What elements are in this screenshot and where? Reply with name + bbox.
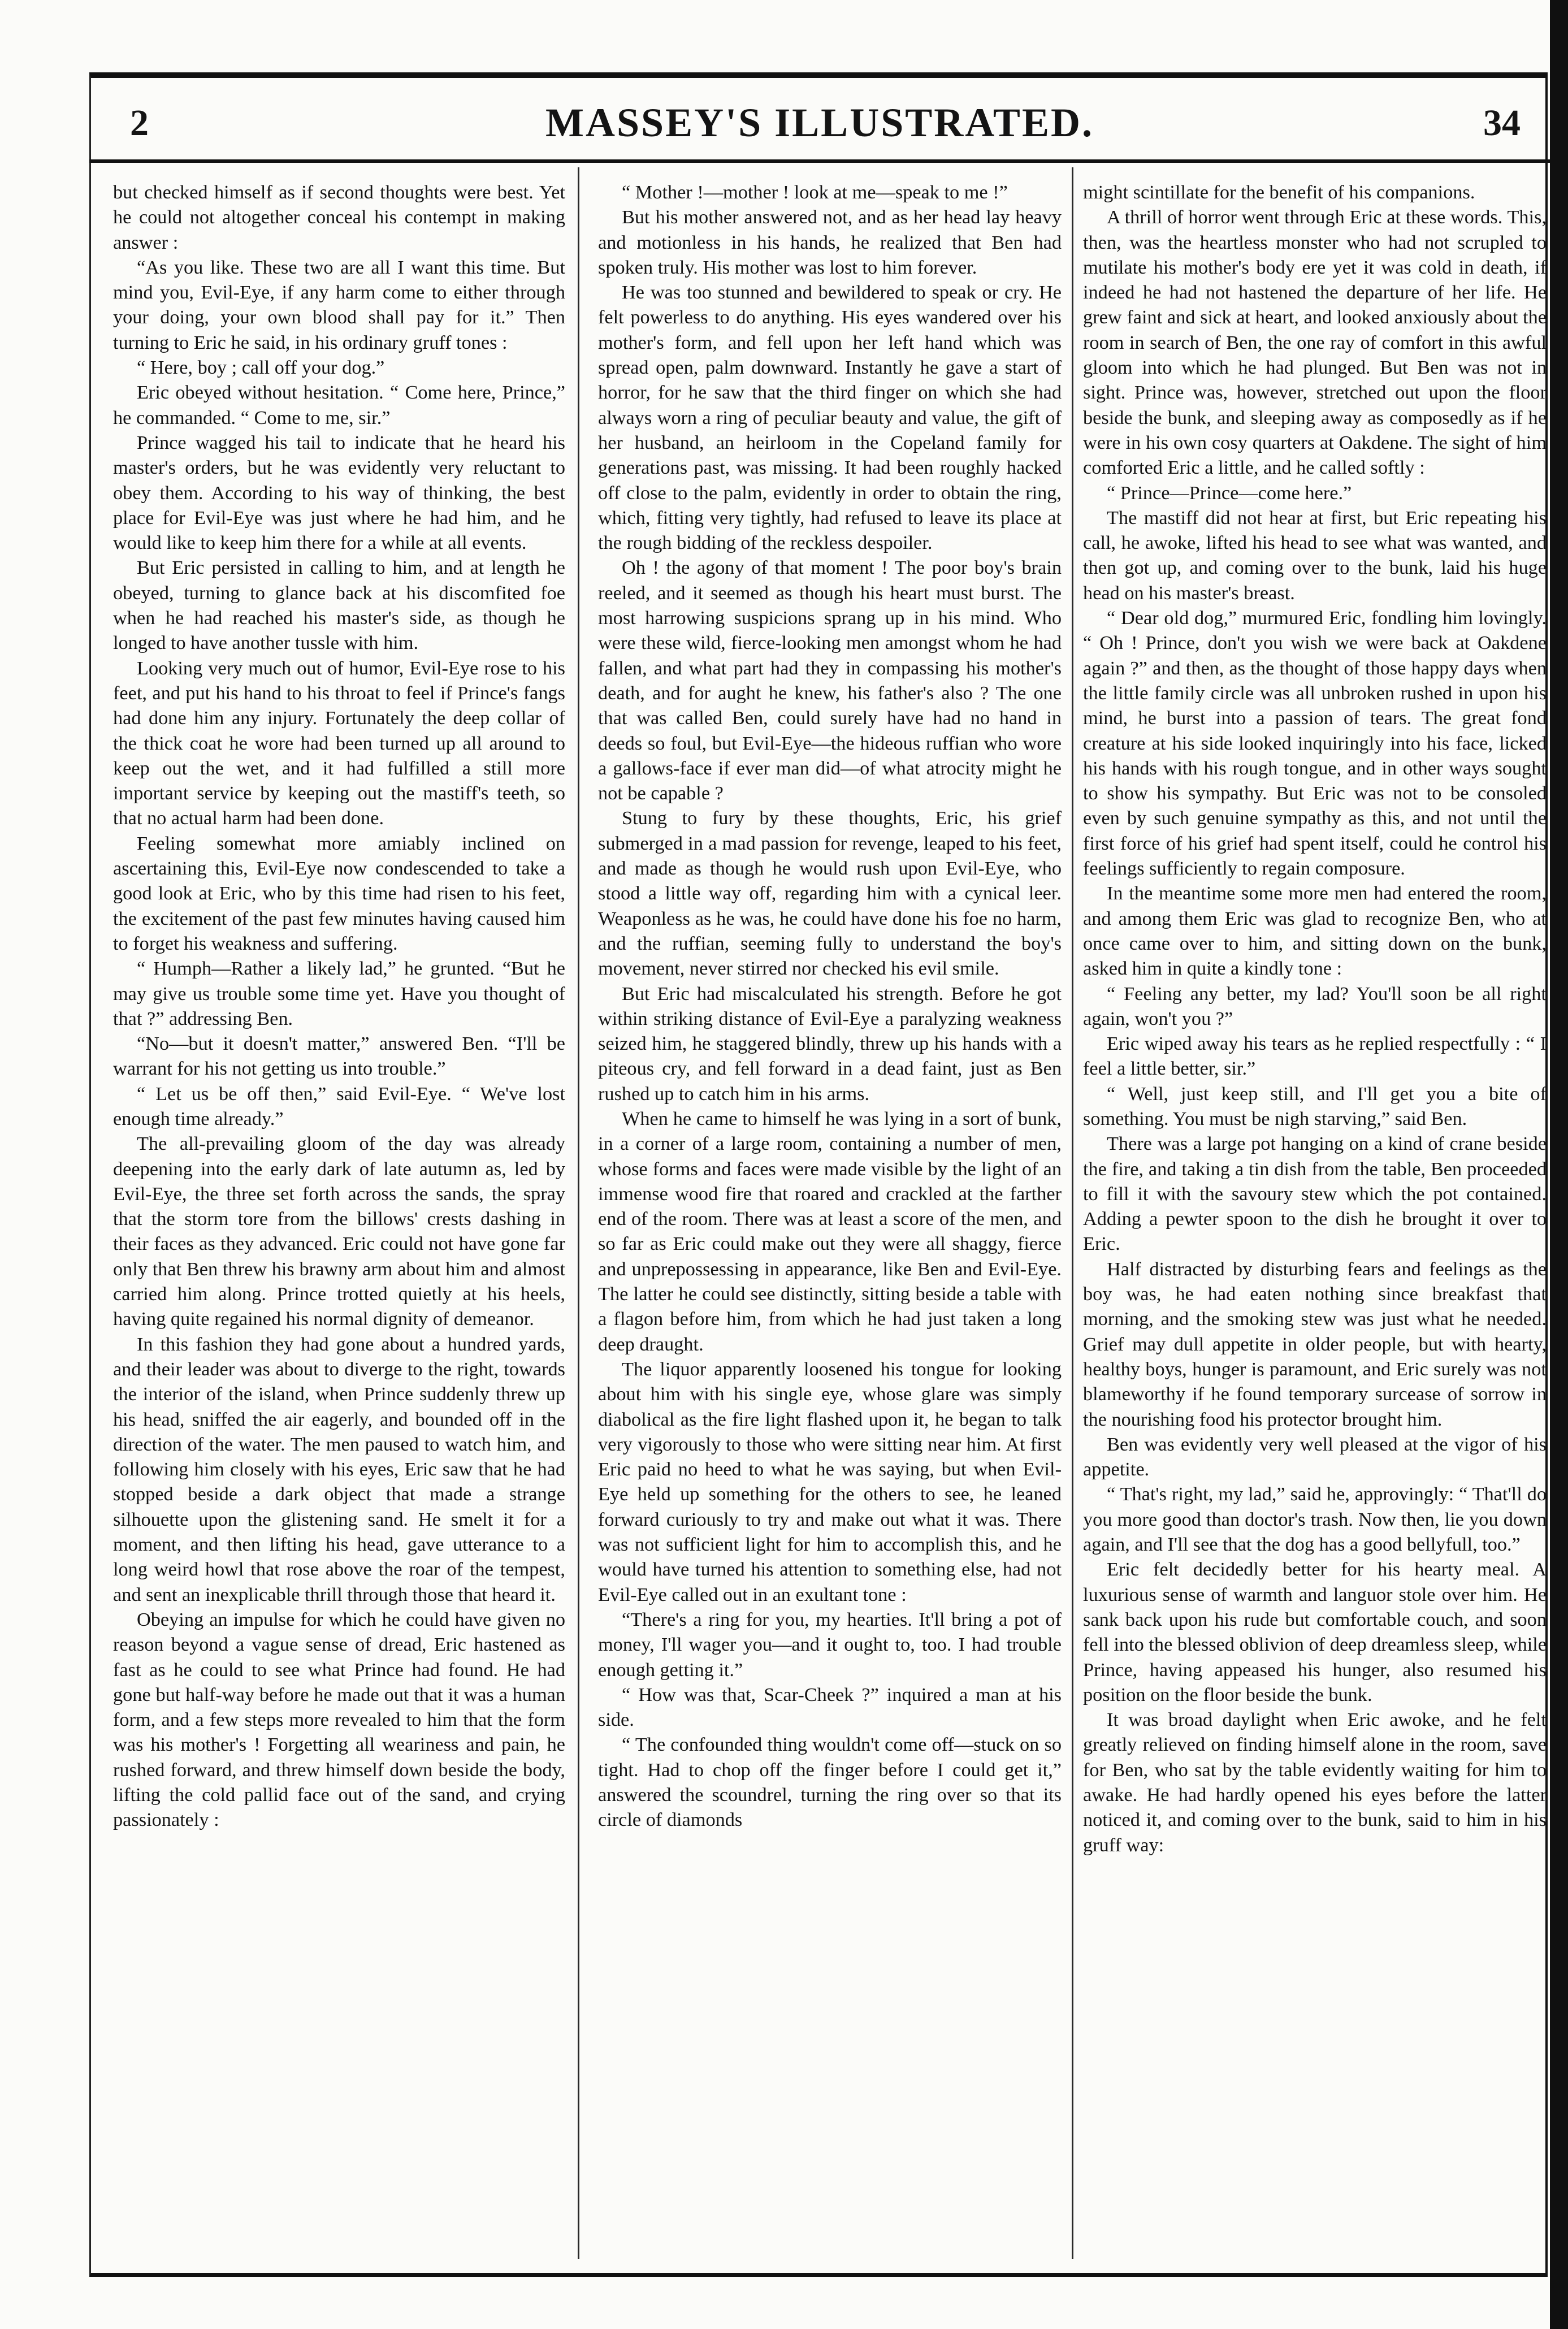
paragraph: Prince wagged his tail to indicate that he heard his master's orders, but he was evidently very reluctant to obey them. According to his way of thinking, the best place for Evil-Eye was just where he had him, and he would like to keep him there for a while at all events. xyxy=(113,431,565,554)
paragraph: In this fashion they had gone about a hundred yards, and their leader was about to diverge to the right, towards the interior of the island, when Prince suddenly threw up his head, sniffed the air eagerly, and bounded off in the direction of the water. The men paused to watch him, and following him closely with his eyes, Eric saw that he had stopped beside a dark object that made a strange silhouette upon the glistening sand. He smelt it for a moment, and then lifting his head, gave utterance to a long weird howl that rose above the roar of the tempest, and sent an inexplicable thrill through those that heard it. xyxy=(113,1333,565,1605)
paragraph: The mastiff did not hear at first, but Eric repeating his call, he awoke, lifted his head to see what was wanted, and then got up, and coming over to the bunk, laid his huge head on his master's breast. xyxy=(1083,507,1547,604)
paragraph: He was too stunned and bewildered to speak or cry. He felt powerless to do anything. His eyes wandered over his mother's form, and fell upon her left hand which was spread open, palm downward. Instantly he gave a start of horror, for he saw that the third finger on which she had always worn a ring of peculiar beauty and value, the gift of her husband, an heirloom in the Copeland family for generations past, was missing. It had been roughly hacked off close to the palm, evidently in order to obtain the ring, which, fitting very tightly, had refused to leave its place at the rough bidding of the reckless despoiler. xyxy=(598,282,1062,554)
paragraph: Eric wiped away his tears as he replied respectfully : “ I feel a little better, sir.” xyxy=(1083,1033,1547,1080)
paragraph: A thrill of horror went through Eric at these words. This, then, was the heartless monster who had not scrupled to mutilate his mother's body ere yet it was cold in death, if indeed he had not hastened the departure of her life. He grew faint and sick at heart, and looked anxiously about the room in search of Ben, the one ray of comfort in this awful gloom into which he had plunged. But Ben was not in sight. Prince was, however, stretched out upon the floor beside the bunk, and sleeping away as composedly as if he were in his own cosy quarters at Oakdene. The sight of him comforted Eric a little, and he called softly : xyxy=(1083,206,1547,479)
paragraph: “ Feeling any better, my lad? You'll soon be all right again, won't you ?” xyxy=(1083,982,1547,1029)
paragraph: The all-prevailing gloom of the day was already deepening into the early dark of late autumn as, led by Evil-Eye, the three set forth across the sands, the spray that the storm tore from the billows' crests dashing in their faces as they advanced. Eric could not have gone far only that Ben threw his brawny arm about him and almost carried him along. Prince trotted quietly at his heels, having quite regained his normal dignity of demeanor. xyxy=(113,1133,565,1330)
publication-title: MASSEY'S ILLUSTRATED. xyxy=(545,100,1094,145)
text-column-3 xyxy=(1083,180,1547,2266)
text-column-2 xyxy=(598,180,1062,2266)
paragraph: “ Well, just keep still, and I'll get you a bite of something. You must be nigh starving,” said Ben. xyxy=(1083,1083,1547,1129)
paragraph: Half distracted by disturbing fears and feelings as the boy was, he had eaten nothing since breakfast that morning, and the smoking stew was just what he needed. Grief may dull appetite in older people, but with hearty, healthy boys, hunger is paramount, and Eric surely was not blameworthy if he found temporary surcease of sorrow in the nourishing food his protector brought him. xyxy=(1083,1258,1547,1430)
paragraph: Obeying an impulse for which he could have given no reason beyond a vague sense of dread, Eric hastened as fast as he could to see what Prince had found. He had gone but half-way before he made out that it was a human form, and a few steps more revealed to him that the form was his mother's ! Forgetting all weariness and pain, he rushed forward, and threw himself down beside the body, lifting the cold pallid face out of the sand, and crying passionately : xyxy=(113,1608,565,1831)
paragraph: Looking very much out of humor, Evil-Eye rose to his feet, and put his hand to his throat to feel if Prince's fangs had done him any injury. Fortunately the deep collar of the thick coat he wore had been turned up all around to keep out the wet, and it had fulfilled a still more important service by keeping out the mastiff's teeth, so that no actual harm had been done. xyxy=(113,657,565,829)
paragraph: “There's a ring for you, my hearties. It'll bring a pot of money, I'll wager you—and it ought to, too. I had trouble enough getting it.” xyxy=(598,1608,1062,1681)
paragraph: In the meantime some more men had entered the room, and among them Eric was glad to recognize Ben, who at once came over to him, and sitting down on the bunk, asked him in quite a kindly tone : xyxy=(1083,882,1547,980)
page-number-left: 2 xyxy=(130,102,149,144)
paragraph: Stung to fury by these thoughts, Eric, his grief submerged in a mad passion for revenge, leaped to his feet, and made as though he would rush upon Evil-Eye, who stood a little way off, regarding him with a cynical leer. Weaponless as he was, he could have done his foe no harm, and the ruffian, seeming fully to understand the boy's movement, never stirred nor checked his evil smile. xyxy=(598,807,1062,980)
paragraph: “ Mother !—mother ! look at me—speak to me !” xyxy=(622,181,1008,203)
page-number-right: 34 xyxy=(1483,102,1521,144)
column-rule xyxy=(578,167,579,2259)
paragraph: Eric felt decidedly better for his hearty meal. A luxurious sense of warmth and languor stole over him. He sank back upon his rude but comfortable couch, and soon fell into the blessed oblivion of deep dreamless sleep, while Prince, having appeased his hunger, also resumed his position on the floor beside the bunk. xyxy=(1083,1559,1547,1705)
paragraph: “ That's right, my lad,” said he, approvingly: “ That'll do you more good than doctor's trash. Now then, lie you down again, and I'll see that the dog has a good bellyfull, too.” xyxy=(1083,1483,1547,1556)
paragraph: “As you like. These two are all I want this time. But mind you, Evil-Eye, if any harm come to either through your doing, your own blood shall pay for it.” Then turning to Eric he said, in his ordinary gruff tones : xyxy=(113,256,565,353)
paragraph: Eric obeyed without hesitation. “ Come here, Prince,” he commanded. “ Come to me, sir.” xyxy=(113,382,565,428)
text-column-1 xyxy=(113,180,565,2266)
paragraph: There was a large pot hanging on a kind of crane beside the fire, and taking a tin dish from the table, Ben proceeded to fill it with the savoury stew which the pot contained. Adding a pewter spoon to the dish he brought it over to Eric. xyxy=(1083,1133,1547,1255)
column-rule xyxy=(1072,167,1073,2259)
paragraph: “ Dear old dog,” murmured Eric, fondling him lovingly. “ Oh ! Prince, don't you wish we were back at Oakdene again ?” and then, as the thought of those happy days when the little family circle was all unbroken rushed in upon his mind, he burst into a passion of tears. The great fond creature at his side looked inquiringly into his face, licked his hands with his rough tongue, and in other ways sought to show his sympathy. But Eric was not to be consoled even by such genuine sympathy as this, and not until the first force of his grief had spent itself, could he control his feelings sufficiently to regain composure. xyxy=(1083,607,1547,880)
paragraph: When he came to himself he was lying in a sort of bunk, in a corner of a large room, containing a number of men, whose forms and faces were made visible by the light of an immense wood fire that roared and crackled at the farther end of the room. There was at least a score of the men, and so far as Eric could make out they were all shaggy, fierce and unprepossessing in appearance, like Ben and Evil-Eye. The latter he could see distinctly, sitting beside a table with a flagon before him, from which he had just taken a long deep draught. xyxy=(598,1107,1062,1355)
paragraph: The liquor apparently loosened his tongue for looking about him with his single eye, whose glare was simply diabolical as the fire light flashed upon it, he began to talk very vigorously to those who were sitting near him. At first Eric paid no heed to what he was saying, but when Evil-Eye held up something for the others to see, he leaned forward curiously to try and make out what it was. There was not sufficient light for him to accomplish this, and he would have turned his attention to something else, had not Evil-Eye called out in an exultant tone : xyxy=(598,1358,1062,1605)
paragraph: Oh ! the agony of that moment ! The poor boy's brain reeled, and it seemed as though his heart must burst. The most harrowing suspicions sprang up in his mind. Who were these wild, fierce-looking men amongst whom he had fallen, and what part had they in compassing his mother's death, and for aught he knew, his father's also ? The one that was called Ben, could surely have had no hand in deeds so foul, but Evil-Eye—the hideous ruffian who wore a gallows-face if ever man did—of what atrocity might he not be capable ? xyxy=(598,557,1062,804)
header-rule xyxy=(89,159,1550,163)
paragraph: “ Let us be off then,” said Evil-Eye. “ We've lost enough time already.” xyxy=(113,1083,565,1129)
paragraph: But Eric had miscalculated his strength. Before he got within striking distance of Evil-Eye a paralyzing weakness seized him, he staggered blindly, threw up his hands with a piteous cry, and fell forward in a dead faint, just as Ben rushed up to catch him in his arms. xyxy=(598,982,1062,1105)
paragraph: “ Humph—Rather a likely lad,” he grunted. “But he may give us trouble some time yet. Have you thought of that ?” addressing Ben. xyxy=(113,958,565,1029)
paragraph: It was broad daylight when Eric awoke, and he felt greatly relieved on finding himself alone in the room, save for Ben, who sat by the table evidently waiting for him to awake. He had hardly opened his eyes before the latter noticed it, and coming over to the bunk, said to him in his gruff way: xyxy=(1083,1709,1547,1856)
paragraph: “No—but it doesn't matter,” answered Ben. “I'll be warrant for his not getting us into trouble.” xyxy=(113,1033,565,1080)
paragraph: “ Prince—Prince—come here.” xyxy=(1107,482,1352,504)
page-header xyxy=(113,96,1526,164)
paragraph: Ben was evidently very well pleased at the vigor of his appetite. xyxy=(1083,1433,1547,1480)
paragraph: but checked himself as if second thoughts were best. Yet he could not altogether conceal his contempt in making answer : xyxy=(113,181,565,253)
paragraph: “ The confounded thing wouldn't come off—stuck on so tight. Had to chop off the finger before I could get it,” answered the scoundrel, turning the ring over so that its circle of diamonds xyxy=(598,1734,1062,1831)
paragraph: “ How was that, Scar-Cheek ?” inquired a man at his side. xyxy=(598,1683,1062,1731)
paragraph: might scintillate for the benefit of his companions. xyxy=(1083,181,1475,203)
paragraph: But his mother answered not, and as her head lay heavy and motionless in his hands, he realized that Ben had spoken truly. His mother was lost to him forever. xyxy=(598,206,1062,278)
scan-edge-strip xyxy=(1550,0,1568,2329)
paragraph: Feeling somewhat more amiably inclined on ascertaining this, Evil-Eye now condescended to take a good look at Eric, who by this time had risen to his feet, the excitement of the past few minutes having caused him to forget his weakness and suffering. xyxy=(113,832,565,954)
paragraph: “ Here, boy ; call off your dog.” xyxy=(137,357,385,379)
paragraph: But Eric persisted in calling to him, and at length he obeyed, turning to glance back at his discomfited foe when he had reached his master's side, as though he longed to have another tussle with him. xyxy=(113,557,565,654)
